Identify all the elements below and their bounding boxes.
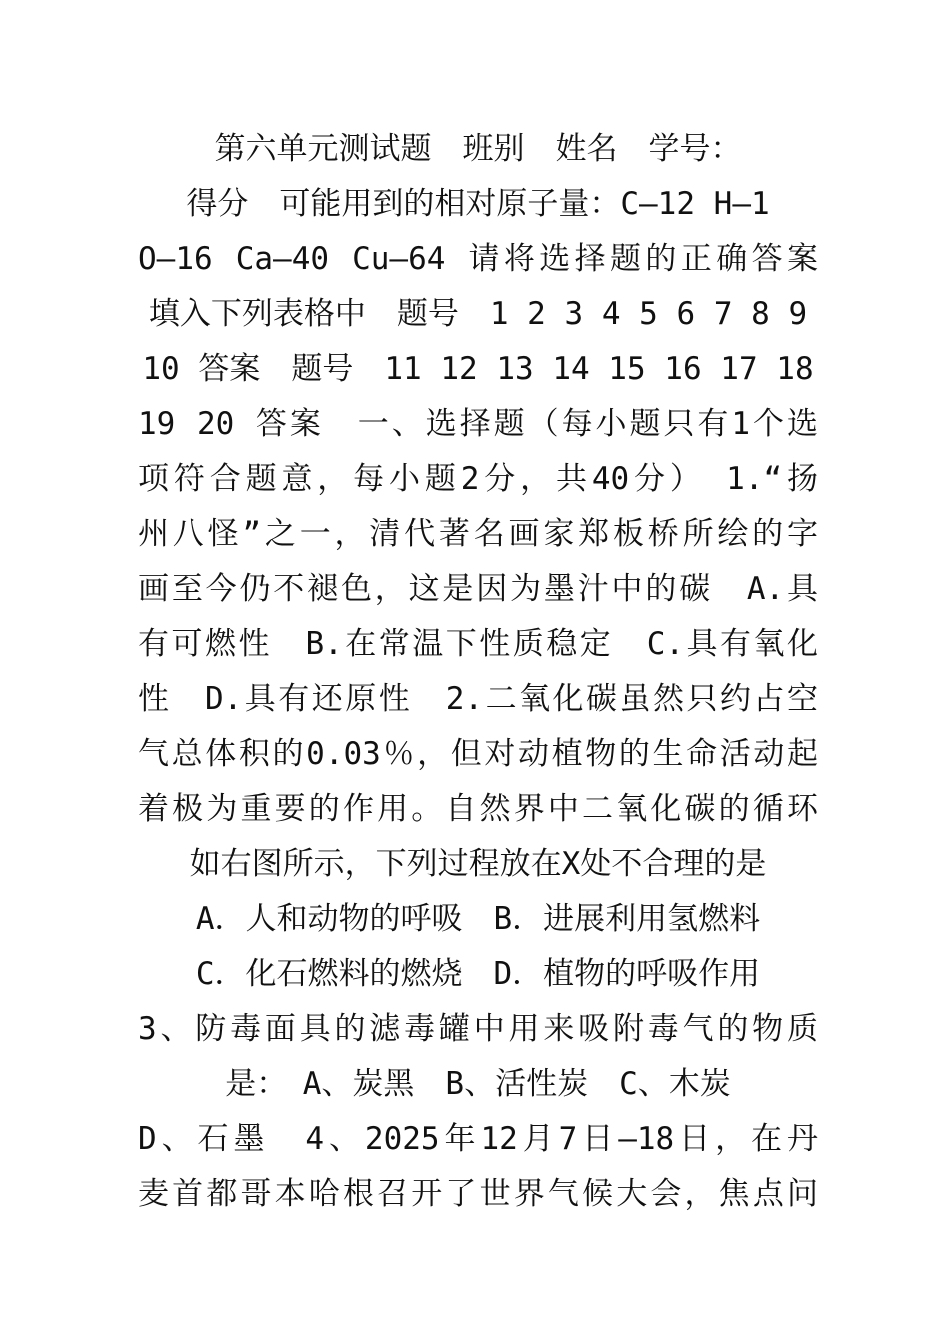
text-line-7: 项符合题意，每小题2分，共40分） 1.“扬 <box>138 461 818 497</box>
text-line-6: 19 20 答案 一、选择题（每小题只有1个选 <box>138 406 818 442</box>
text-line-2: 得分 可能用到的相对原子量：C—12 H—1 <box>186 186 770 222</box>
text-line-14: 如右图所示，下列过程放在X处不合理的是 <box>189 846 767 882</box>
text-line-4: 填入下列表格中 题号 1 2 3 4 5 6 7 8 9 <box>148 296 808 332</box>
text-line-11: 性 D.具有还原性 2.二氧化碳虽然只约占空 <box>138 681 818 717</box>
text-line-19: D、石墨 4、2025年12月7日—18日，在丹 <box>138 1121 818 1157</box>
text-line-1: 第六单元测试题 班别 姓名 学号： <box>214 131 742 167</box>
text-line-3: O—16 Ca—40 Cu—64 请将选择题的正确答案 <box>138 241 818 277</box>
text-line-17: 3、防毒面具的滤毒罐中用来吸附毒气的物质 <box>138 1011 818 1047</box>
text-line-12: 气总体积的0.03％，但对动植物的生命活动起 <box>138 736 818 772</box>
text-line-5: 10 答案 题号 11 12 13 14 15 16 17 18 <box>142 351 814 387</box>
text-line-15: A．人和动物的呼吸 B．进展利用氢燃料 <box>195 901 761 937</box>
text-line-13: 着极为重要的作用。自然界中二氧化碳的循环 <box>138 791 818 827</box>
text-line-16: C．化石燃料的燃烧 D．植物的呼吸作用 <box>195 956 761 992</box>
text-line-8: 州八怪”之一，清代著名画家郑板桥所绘的字 <box>138 516 818 552</box>
text-line-10: 有可燃性 B.在常温下性质稳定 C.具有氧化 <box>138 626 818 662</box>
text-line-9: 画至今仍不褪色，这是因为墨汁中的碳 A.具 <box>138 571 818 607</box>
document-body <box>138 122 818 1222</box>
text-line-18: 是： A、炭黑 B、活性炭 C、木炭 <box>225 1066 731 1102</box>
text-line-20: 麦首都哥本哈根召开了世界气候大会，焦点问 <box>138 1176 818 1212</box>
